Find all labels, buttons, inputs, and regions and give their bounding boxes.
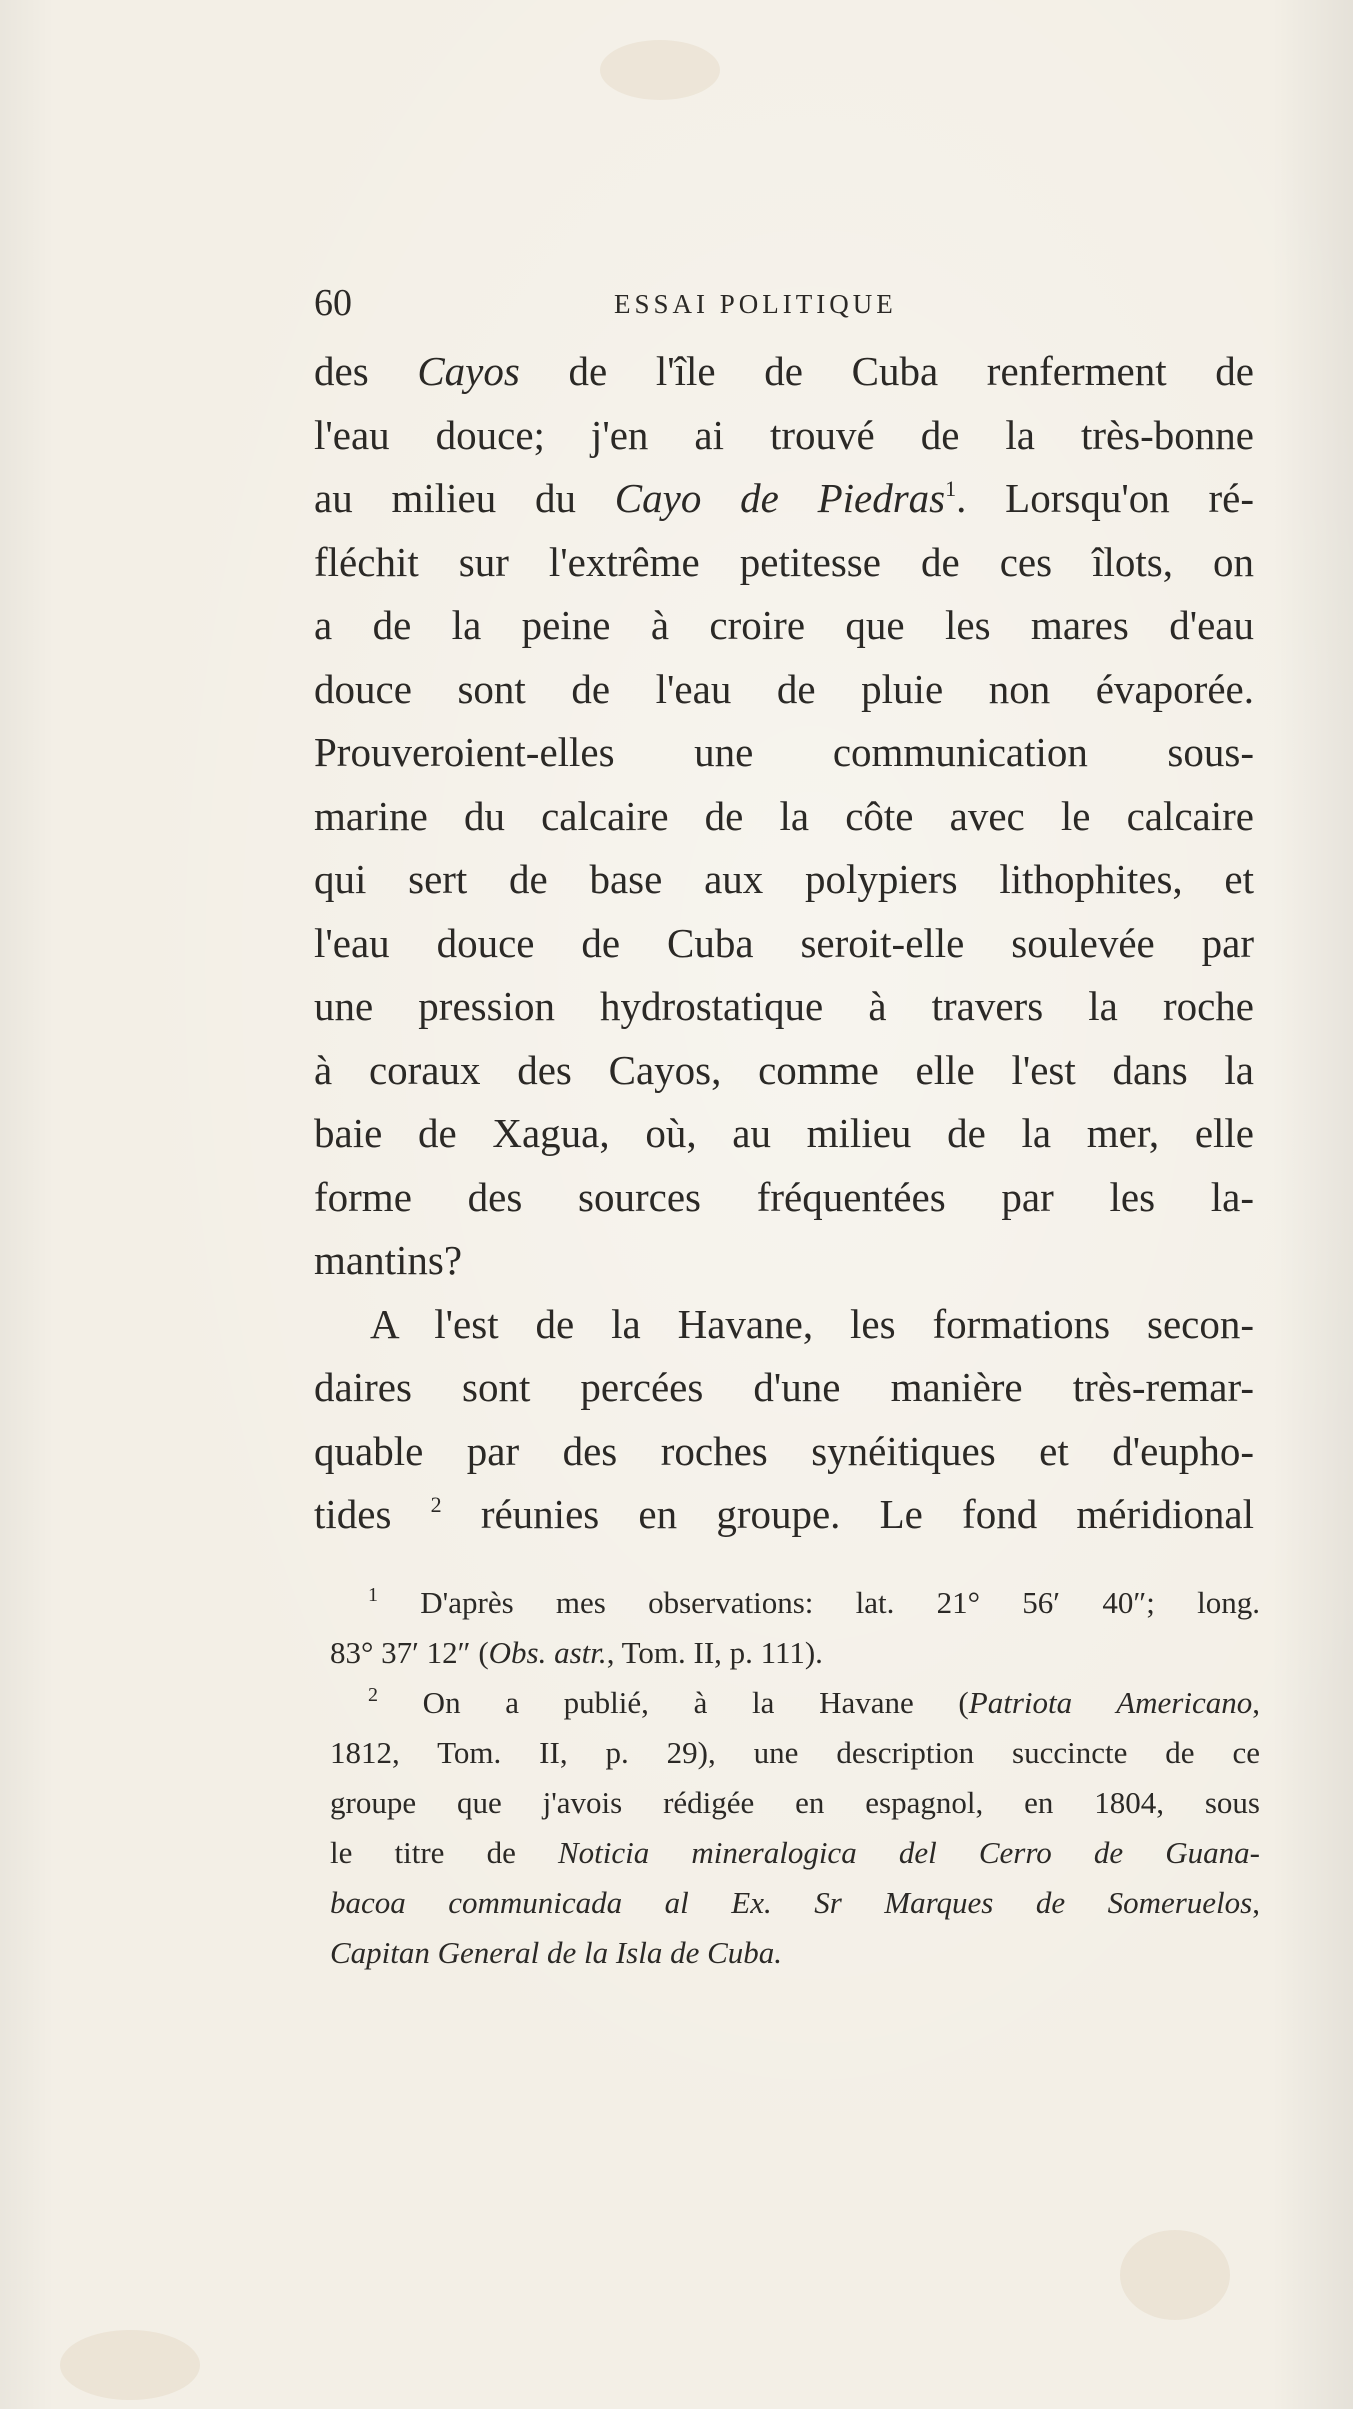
running-title: ESSAI POLITIQUE	[614, 289, 897, 319]
footnote-marker: 1	[368, 1584, 378, 1606]
text-line: à coraux des Cayos, comme elle l'est dans la	[314, 1046, 1254, 1093]
text-line: des Cayos de l'île de Cuba renferment de	[314, 348, 1254, 394]
text-line: marine du calcaire de la côte avec le calcaire	[314, 792, 1254, 839]
text-line: douce sont de l'eau de pluie non évaporée.	[314, 665, 1254, 712]
text-line: une pression hydrostatique à travers la roche	[314, 983, 1254, 1029]
text-line: mantins?	[314, 1237, 463, 1283]
text-line: a de la peine à croire que les mares d'eau	[314, 602, 1254, 648]
text-line: tides $^2$ réunies en groupe. Le fond méridional	[314, 1491, 1255, 1537]
text-line: qui sert de base aux polypiers lithophites, et	[314, 856, 1254, 902]
running-head	[314, 283, 1274, 323]
body-text	[314, 340, 1254, 1547]
footnotes	[330, 1578, 1260, 1978]
footnote-line: $^1$ D'après mes observations: lat. 21° 56′ 40″; long.	[368, 1584, 1260, 1620]
footnote-line: 83° 37′ 12″ (Obs. astr., Tom. II, p. 111).	[330, 1635, 823, 1670]
text-line: baie de Xagua, où, au milieu de la mer, elle	[314, 1110, 1254, 1156]
footnote-line: 1812, Tom. II, p. 29), une description succincte de ce	[330, 1735, 1260, 1770]
foxing-stain	[60, 2330, 200, 2400]
foxing-stain	[1120, 2230, 1230, 2320]
text-line: forme des sources fréquentées par les la-	[314, 1173, 1254, 1220]
footnote-line: bacoa communicada al Ex. Sr Marques de Someruelos,	[330, 1885, 1260, 1920]
footnote-marker: 2	[368, 1684, 378, 1706]
footnote-ref[interactable]: 1	[945, 476, 957, 501]
text-line: au milieu du Cayo de Piedras$^1$. Lorsqu'on ré-	[314, 475, 1254, 521]
text-line: A l'est de la Havane, les formations secon-	[370, 1300, 1254, 1347]
page-number: 60	[314, 282, 352, 324]
footnote-line: Capitan General de la Isla de Cuba.	[330, 1935, 783, 1970]
footnote-line: $^2$ On a publié, à la Havane (Patriota Americano,	[368, 1684, 1260, 1720]
text-line: l'eau douce de Cuba seroit-elle soulevée par	[314, 919, 1254, 966]
footnote-ref[interactable]: 2	[430, 1492, 442, 1517]
text-line: daires sont percées d'une manière très-remar-	[314, 1364, 1254, 1410]
footnote-line: le titre de Noticia mineralogica del Cerro de Guana-	[330, 1835, 1260, 1870]
text-line: fléchit sur l'extrême petitesse de ces îlots, on	[314, 538, 1254, 585]
text-line: Prouveroient-elles une communication sous-	[314, 729, 1254, 775]
text-line: quable par des roches synéitiques et d'eupho-	[314, 1427, 1254, 1474]
footnote-line: groupe que j'avois rédigée en espagnol, en 1804, sous	[330, 1785, 1260, 1820]
text-line: l'eau douce; j'en ai trouvé de la très-bonne	[314, 411, 1254, 458]
foxing-stain	[600, 40, 720, 100]
